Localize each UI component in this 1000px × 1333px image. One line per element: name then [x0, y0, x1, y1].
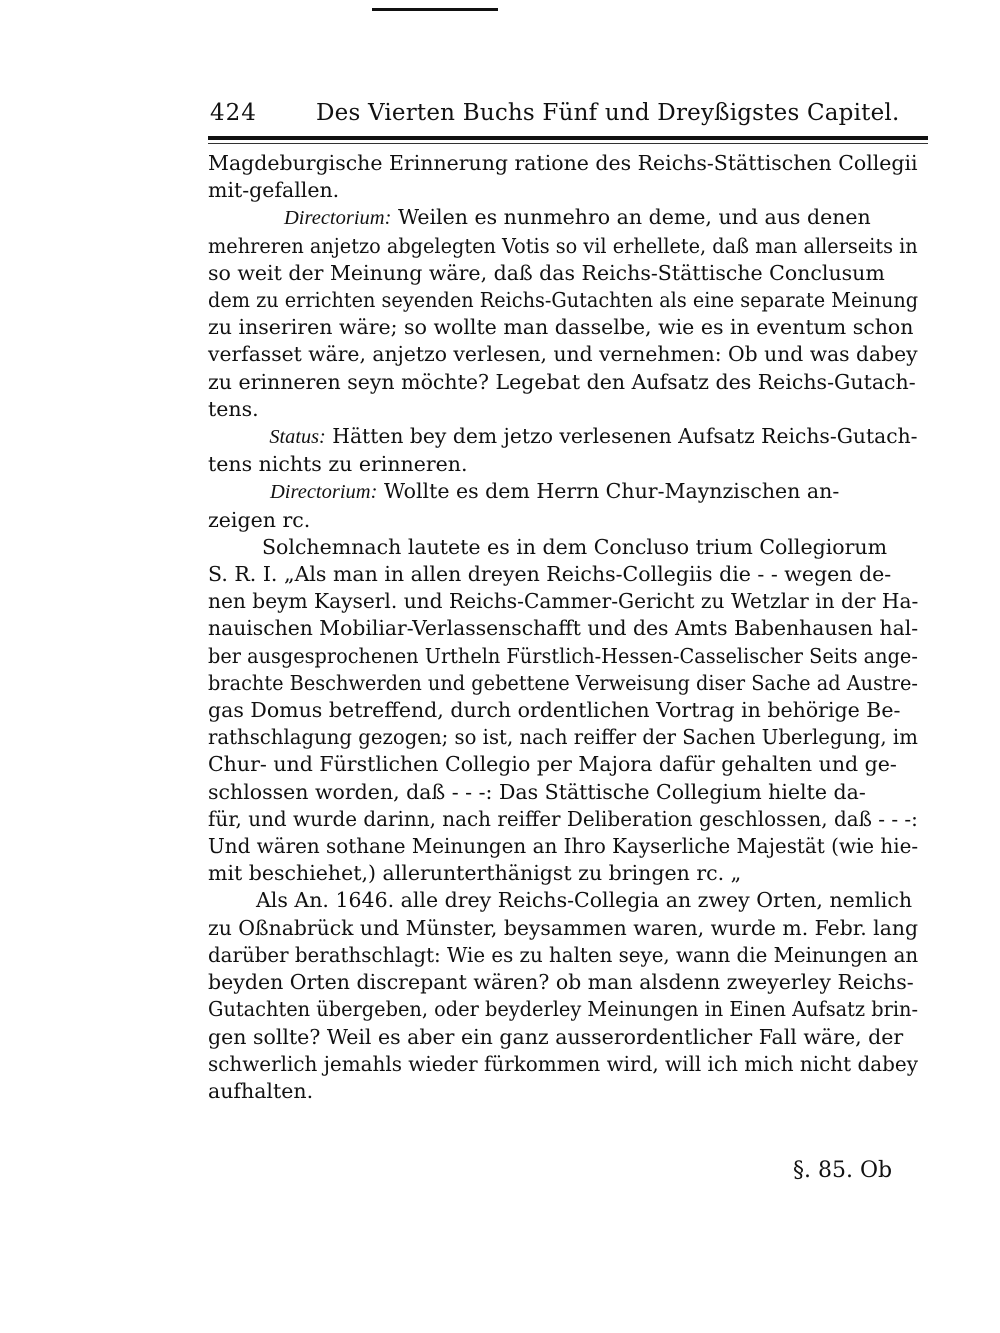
text-line: schlossen worden, daß - - -: Das Stättische Collegium hielte da-: [208, 779, 866, 804]
catchword: §. 85. Ob: [793, 1158, 893, 1183]
scan-edge-mark: [372, 8, 498, 11]
text-line: Chur- und Fürstlichen Collegio per Majora dafür gehalten und ge-: [208, 752, 897, 777]
running-head: [208, 96, 928, 130]
text-line: gen sollte? Weil es aber ein ganz ausserordentlicher Fall wäre, der: [208, 1024, 904, 1049]
text-line: Solchemnach lautete es in dem Concluso trium Collegiorum: [262, 534, 888, 559]
text-line: [208, 423, 918, 451]
paragraph-an-1646: [208, 887, 918, 1105]
text-line-content: Wollte es dem Herrn Chur-Maynzischen an-: [383, 479, 840, 504]
text-line: mit-gefallen.: [208, 178, 340, 203]
running-title: Des Vierten Buchs Fünf und Dreyßigstes Capitel.: [316, 100, 900, 126]
body-text: [208, 150, 918, 1105]
text-line: Als An. 1646. alle drey Reichs-Collegia an zwey Orten, nemlich: [256, 888, 913, 913]
text-line: mehreren anjetzo abgelegten Votis so vil erhellete, daß man allerseits in: [208, 233, 918, 258]
text-line: [208, 478, 918, 506]
text-line-content: Weilen es nunmehro an deme, und aus denen: [397, 205, 871, 230]
text-line: brachte Beschwerden und gebettene Verweisung diser Sache ad Austre-: [208, 670, 918, 695]
text-line: zu Oßnabrück und Münster, beysammen waren, wurde m. Febr. lang: [208, 915, 918, 940]
book-page: [208, 96, 928, 1183]
paragraph-continuation: [208, 150, 918, 204]
text-line: tens nichts zu erinneren.: [208, 452, 468, 477]
text-line: tens.: [208, 396, 259, 421]
text-line: zeigen rc.: [208, 507, 311, 532]
text-line: dem zu errichten seyenden Reichs-Gutachten als eine separate Meinung: [208, 288, 919, 313]
paragraph-status: [208, 423, 918, 478]
text-line: S. R. I. „Als man in allen dreyen Reichs-Collegiis die - - wegen de-: [208, 562, 892, 587]
speaker-label: Directorium:: [270, 481, 378, 504]
text-line: verfasset wäre, anjetzo verlesen, und vernehmen: Ob und was dabey: [208, 342, 918, 367]
text-line: nauischen Mobiliar-Verlassenschafft und des Amts Babenhausen hal-: [208, 616, 919, 641]
text-line: [208, 204, 918, 232]
text-line-content: Hätten bey dem jetzo verlesenen Aufsatz Reichs-Gutach-: [332, 424, 918, 449]
text-line: zu erinneren seyn möchte? Legebat den Aufsatz des Reichs-Gutach-: [208, 369, 916, 394]
text-line: zu inseriren wäre; so wollte man dasselbe, wie es in eventum schon: [208, 315, 914, 340]
paragraph-directorium-2: [208, 478, 918, 533]
text-line: Magdeburgische Erinnerung ratione des Reichs-Stättischen Collegii: [208, 151, 918, 175]
header-rule-thin: [208, 143, 928, 144]
text-line: darüber berathschlagt: Wie es zu halten seye, wann die Meinungen an: [208, 942, 919, 967]
text-line: ber ausgesprochenen Urtheln Fürstlich-Hessen-Casselischer Seits ange-: [208, 643, 918, 668]
text-line: beyden Orten discrepant wären? ob man alsdenn zweyerley Reichs-: [208, 970, 914, 995]
text-line: aufhalten.: [208, 1078, 314, 1103]
text-line: gas Domus betreffend, durch ordentlichen Vortrag in behörige Be-: [208, 698, 901, 723]
text-line: rathschlagung gezogen; so ist, nach reiffer der Sachen Uberlegung, im: [208, 725, 918, 750]
text-line: mit beschiehet,) allerunterthänigst zu bringen rc. „: [208, 861, 742, 886]
text-line: so weit der Meinung wäre, daß das Reichs-Stättische Conclusum: [208, 260, 885, 285]
text-line: nen beym Kayserl. und Reichs-Cammer-Gericht zu Wetzlar in der Ha-: [208, 589, 919, 614]
text-line: für, und wurde darinn, nach reiffer Deliberation geschlossen, daß - - -:: [208, 806, 918, 831]
speaker-label: Directorium:: [284, 207, 392, 230]
page-number: 424: [210, 100, 257, 126]
header-rule: [208, 136, 928, 140]
text-line: Und wären sothane Meinungen an Ihro Kayserliche Majestät (wie hie-: [208, 834, 919, 859]
paragraph-conclusum: [208, 534, 918, 888]
text-line: schwerlich jemahls wieder fürkommen wird, will ich mich nicht dabey: [208, 1051, 918, 1076]
text-line: Gutachten übergeben, oder beyderley Meinungen in Einen Aufsatz brin-: [208, 997, 919, 1022]
paragraph-directorium-1: [208, 204, 918, 423]
speaker-label: Status:: [269, 426, 326, 449]
